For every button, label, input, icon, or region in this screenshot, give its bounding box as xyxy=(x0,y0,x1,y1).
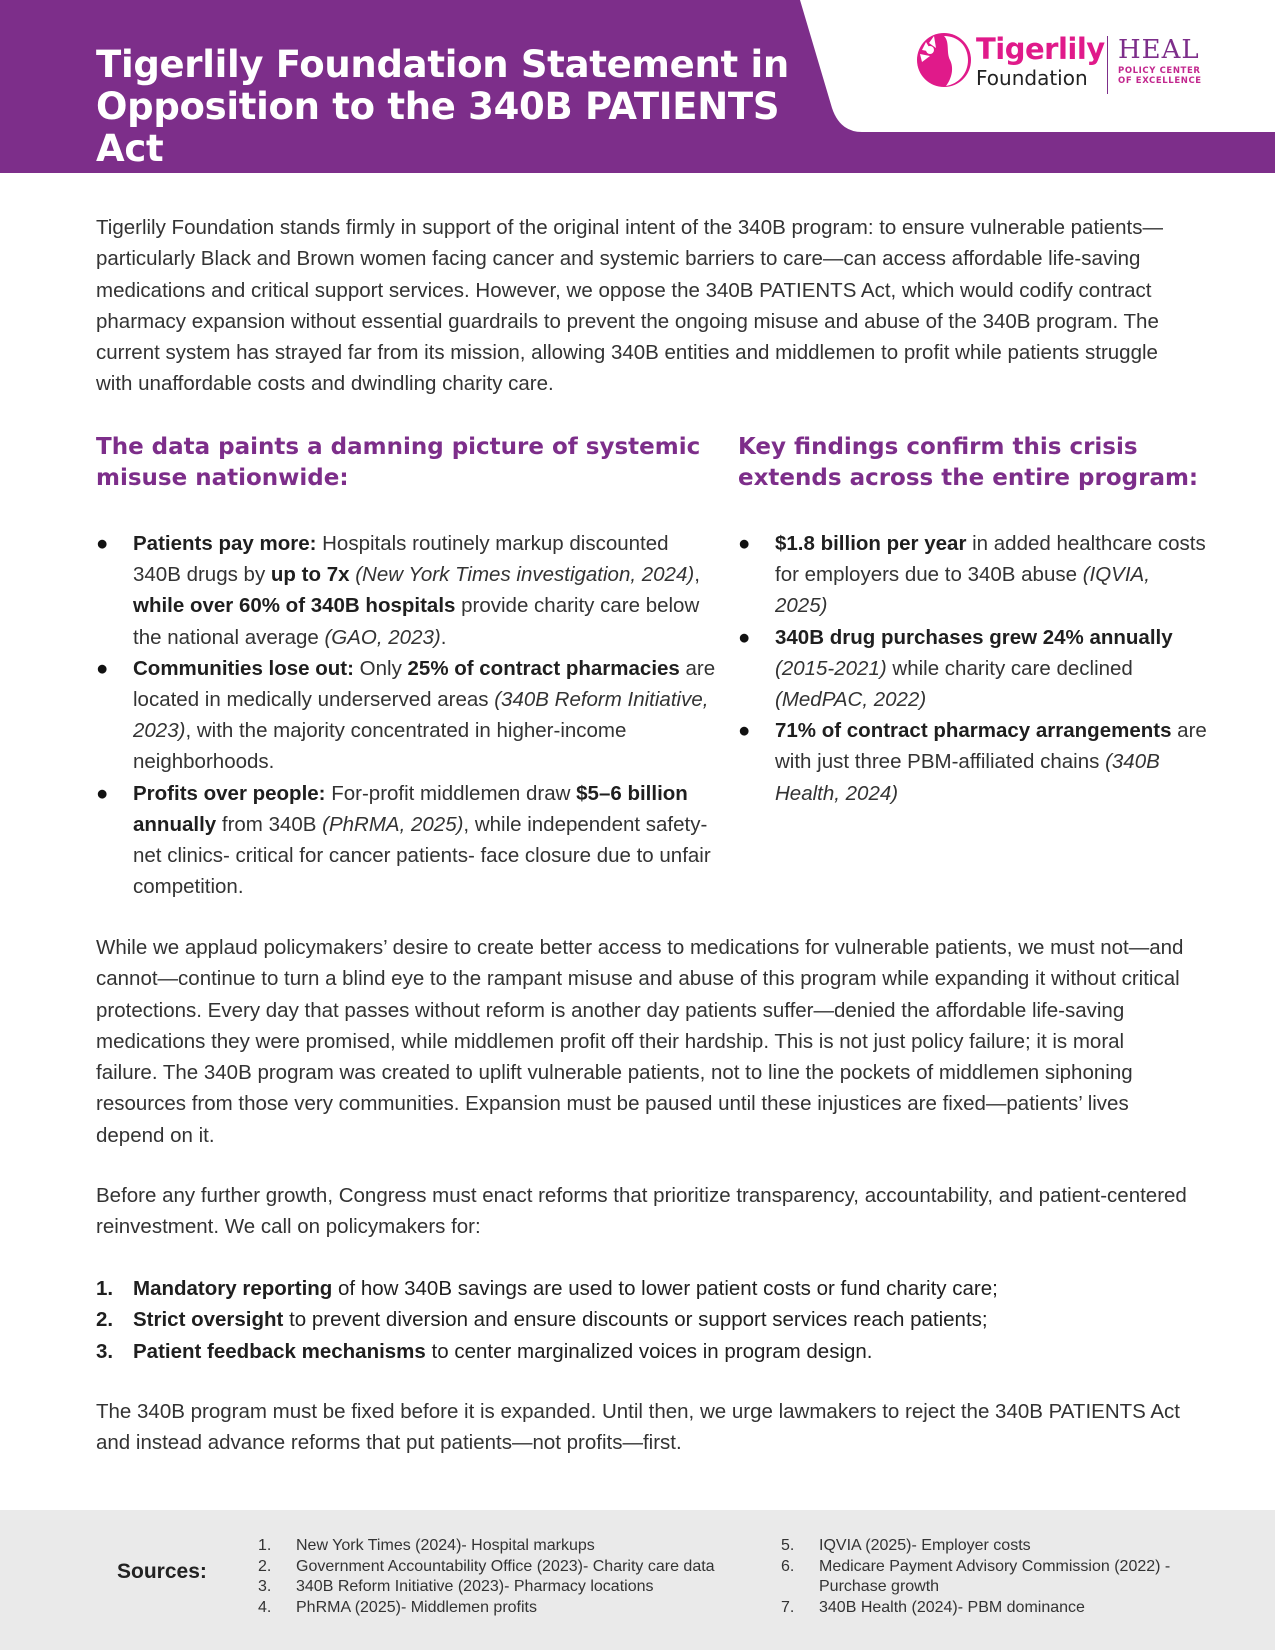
logo-name: Tigerlily xyxy=(976,32,1105,66)
bullet-text: , xyxy=(694,563,700,587)
source-text: Medicare Payment Advisory Commission (2022) - Purchase growth xyxy=(819,1557,1171,1596)
bullet-citation: (2015-2021) xyxy=(775,656,887,680)
bullet-emphasis: 25% of contract pharmacies xyxy=(407,656,680,680)
bullet-dot-icon: ● xyxy=(738,719,751,743)
bullet-emphasis: up to 7x xyxy=(270,563,350,587)
page-title-line-2: Opposition to the 340B PATIENTS Act xyxy=(96,85,780,170)
left-column xyxy=(96,432,721,902)
policy-call-item xyxy=(96,1273,1196,1304)
item-number: 1. xyxy=(258,1537,272,1554)
source-text: Government Accountability Office (2023)- Charity care data xyxy=(296,1557,715,1575)
bullet-text: while charity care declined xyxy=(886,656,1133,680)
source-item xyxy=(781,1598,1201,1619)
item-number: 2. xyxy=(258,1557,272,1575)
bullet-text: Only xyxy=(353,656,408,680)
bullet-text: , with the majority concentrated in higher-income neighborhoods. xyxy=(133,719,627,774)
policy-call-list xyxy=(96,1273,1196,1367)
policy-call-item xyxy=(96,1304,1196,1335)
item-number: 7. xyxy=(781,1598,795,1616)
left-bullet-list xyxy=(96,528,721,902)
item-number: 6. xyxy=(781,1557,795,1575)
source-text: 340B Reform Initiative (2023)- Pharmacy locations xyxy=(296,1578,654,1596)
source-text: 340B Health (2024)- PBM dominance xyxy=(819,1598,1085,1616)
source-text: New York Times (2024)- Hospital markups xyxy=(296,1537,595,1554)
call-lead: Patient feedback mechanisms xyxy=(133,1339,426,1363)
sources-list-left xyxy=(258,1536,758,1618)
item-number: 1. xyxy=(96,1277,114,1300)
bullet-lead: 71% of contract pharmacy arrangements xyxy=(775,719,1172,743)
right-heading-line-2: extends across the entire program: xyxy=(738,465,1199,491)
bullet-text: are with just three PBM-affiliated chains xyxy=(775,719,1207,774)
bullet-citation: (340B Reform Initiative, 2023) xyxy=(133,688,709,743)
item-number: 3. xyxy=(258,1578,272,1596)
page-title-line-1: Tigerlily Foundation Statement in xyxy=(96,43,789,86)
sources-label: Sources: xyxy=(117,1560,207,1583)
paragraph-reforms: Before any further growth, Congress must enact reforms that prioritize transparency, accountability, and patient-centered reinvestment. We call on policymakers for: xyxy=(96,1184,1187,1239)
bullet-citation: (340B Health, 2024) xyxy=(775,750,1160,805)
bullet-text: in added healthcare costs for employers due to 340B abuse xyxy=(775,532,1206,587)
source-text: IQVIA (2025)- Employer costs xyxy=(819,1537,1031,1554)
bullet-dot-icon: ● xyxy=(738,532,751,555)
bullet-text: For-profit middlemen draw xyxy=(325,781,577,805)
left-column-heading xyxy=(96,432,721,494)
source-item xyxy=(258,1536,758,1557)
bullet-item xyxy=(96,653,721,778)
bullet-item xyxy=(96,528,721,653)
right-column-heading xyxy=(738,432,1208,494)
call-text: of how 340B savings are used to lower patient costs or fund charity care; xyxy=(332,1277,998,1300)
intro-paragraph: Tigerlily Foundation stands firmly in support of the original intent of the 340B program: to ensure vulnerable patients—particularly Black and Brown women facing cancer and systemic barriers to care—can access affordable life-saving medications and critical support services. However, we oppose the 340B PATIENTS Act, which would codify contract pharmacy expansion without essential guardrails to prevent the ongoing misuse and abuse of the 340B program. The current system has strayed far from its mission, allowing 340B entities and middlemen to profit while patients struggle with unaffordable costs and dwindling charity care. xyxy=(96,216,1163,396)
bullet-lead: $1.8 billion per year xyxy=(775,532,967,555)
logo-sub: Foundation xyxy=(976,66,1088,90)
paragraph-applaud: While we applaud policymakers’ desire to create better access to medications for vulnerable patients, we must not—and cannot—continue to turn a blind eye to the rampant misuse and abuse of this program while expanding it without critical protections. Every day that passes without reform is another day patients suffer—denied the affordable life-saving medications they were promised, while middlemen profit off their hardship. This is not just policy failure; it is moral failure. The 340B program was created to uplift vulnerable patients, not to line the pockets of middlemen siphoning resources from those very communities. Expansion must be paused until these injustices are fixed—patients’ lives depend on it. xyxy=(96,936,1184,1147)
source-item xyxy=(258,1598,758,1619)
bullet-citation: (MedPAC, 2022) xyxy=(775,688,927,712)
source-item xyxy=(258,1557,758,1578)
bullet-dot-icon: ● xyxy=(738,625,751,649)
bullet-lead: Communities lose out: xyxy=(133,656,354,680)
right-bullet-list xyxy=(738,528,1208,809)
heal-logo: HEAL xyxy=(1118,35,1200,65)
bullet-lead: 340B drug purchases grew 24% annually xyxy=(775,625,1173,649)
bullet-citation: (PhRMA, 2025) xyxy=(322,812,464,836)
paragraph-closing: The 340B program must be fixed before it is expanded. Until then, we urge lawmakers to reject the 340B PATIENTS Act and instead advance reforms that put patients—not profits—first. xyxy=(96,1400,1180,1455)
bullet-citation: (GAO, 2023) xyxy=(324,625,441,649)
left-heading-line-1: The data paints a damning picture of systemic xyxy=(96,434,701,460)
logo-divider xyxy=(1107,36,1108,94)
item-number: 4. xyxy=(258,1598,272,1616)
bullet-text: are located in medically underserved areas xyxy=(133,656,716,712)
bullet-lead: Profits over people: xyxy=(133,781,326,805)
policy-call-item xyxy=(96,1336,1196,1367)
bullet-emphasis: $5–6 billion annually xyxy=(133,781,688,836)
heal-subtitle-line-2: OF EXCELLENCE xyxy=(1118,76,1202,86)
left-heading-line-2: misuse nationwide: xyxy=(96,465,349,491)
heal-subtitle-line-1: POLICY CENTER xyxy=(1118,66,1201,76)
bullet-emphasis: while over 60% of 340B hospitals xyxy=(133,594,456,618)
source-text: PhRMA (2025)- Middlemen profits xyxy=(296,1598,537,1616)
item-number: 5. xyxy=(781,1537,795,1554)
tigerlily-flower-icon xyxy=(912,28,972,90)
call-text: to prevent diversion and ensure discounts or support services reach patients; xyxy=(283,1308,988,1332)
bullet-lead: Patients pay more: xyxy=(133,532,317,555)
bullet-text: from 340B xyxy=(216,812,323,836)
heal-subtitle xyxy=(1118,66,1202,86)
bullet-text: Hospitals routinely markup discounted 340B drugs by xyxy=(133,532,669,587)
item-number: 3. xyxy=(96,1339,114,1363)
logo-panel xyxy=(800,0,1275,132)
bullet-text: . xyxy=(440,625,447,649)
bullet-item xyxy=(738,715,1208,809)
call-lead: Strict oversight xyxy=(133,1308,284,1332)
bullet-item xyxy=(738,528,1208,622)
source-item xyxy=(781,1536,1201,1557)
bullet-dot-icon: ● xyxy=(96,656,109,680)
call-text: to center marginalized voices in program design. xyxy=(425,1339,873,1363)
source-item xyxy=(258,1577,758,1598)
sources-list-right xyxy=(781,1536,1201,1618)
bullet-item xyxy=(738,622,1208,716)
bullet-item xyxy=(96,778,721,903)
item-number: 2. xyxy=(96,1308,114,1332)
bullet-citation: (IQVIA, 2025) xyxy=(775,563,1150,618)
right-column xyxy=(738,432,1208,809)
bullet-text: provide charity care below the national average xyxy=(133,594,700,649)
right-heading-line-1: Key findings confirm this crisis xyxy=(738,434,1138,460)
bullet-dot-icon: ● xyxy=(96,781,109,805)
page-title xyxy=(96,44,836,170)
source-item xyxy=(781,1557,1201,1598)
bullet-dot-icon: ● xyxy=(96,532,109,555)
bullet-text: , while independent safety-net clinics- critical for cancer patients- face closure due to unfair competition. xyxy=(133,812,711,899)
bullet-citation: (New York Times investigation, 2024) xyxy=(355,563,695,587)
call-lead: Mandatory reporting xyxy=(133,1277,333,1300)
